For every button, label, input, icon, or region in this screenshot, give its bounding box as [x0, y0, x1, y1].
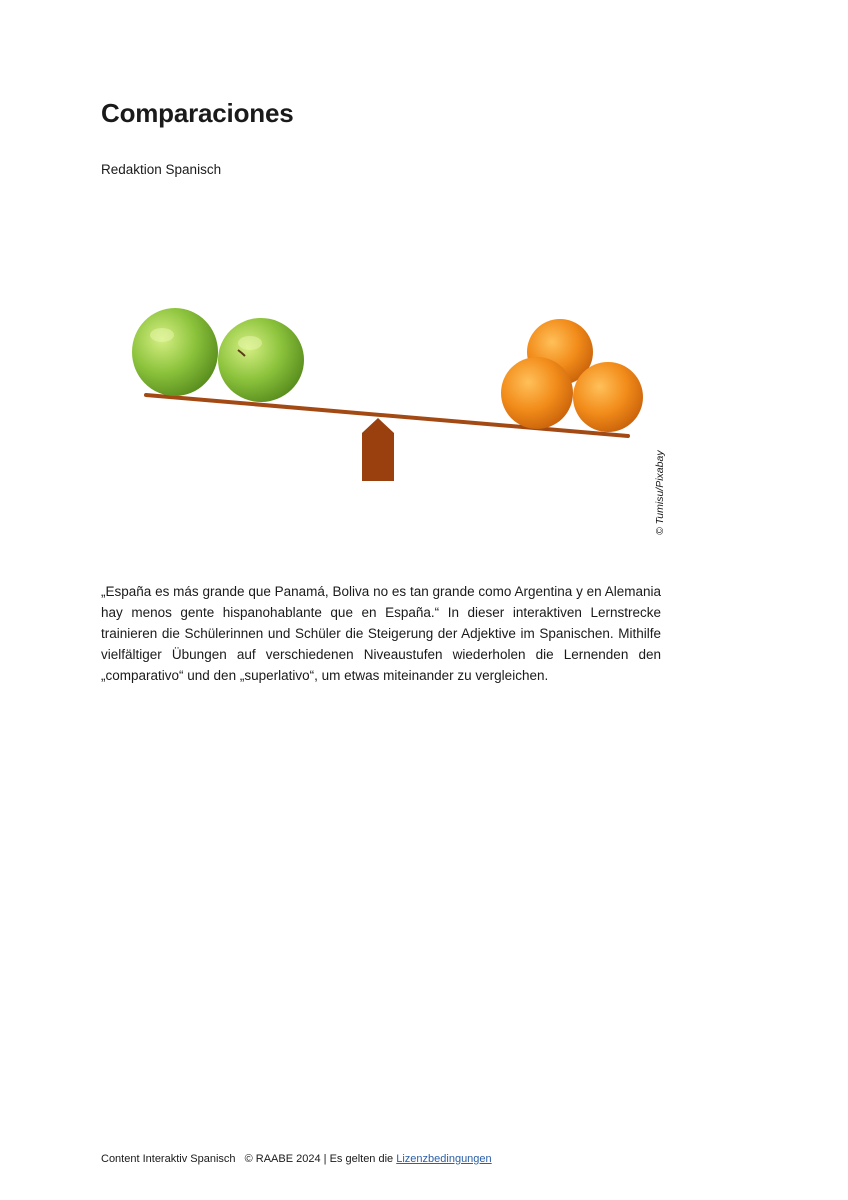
- seesaw-illustration: [100, 295, 660, 495]
- intro-paragraph: „España es más grande que Panamá, Boliva no es tan grande como Argentina y en Alemania hay menos gente hispanohablante que en España.“ In dieser interaktiven Lernstrecke trainieren die Schülerinnen und Schüler die Steigerung der Adjektive im Spanischen. Mithilfe vielfältiger Übungen auf verschiedenen Niveaustufen wiederholen die Lernenden den „comparativo“ und den „superlativo“, um etwas miteinander zu vergleichen.: [101, 584, 661, 683]
- license-link[interactable]: Lizenzbedingungen: [396, 1153, 492, 1165]
- orange-icon: [573, 362, 643, 432]
- page-footer: [101, 1151, 492, 1167]
- fulcrum-shape: [362, 418, 394, 481]
- footer-product: Content Interaktiv Spanisch: [101, 1153, 236, 1165]
- apple-icon: [132, 308, 218, 396]
- footer-license-prefix: Es gelten die: [329, 1153, 394, 1165]
- author-line: Redaktion Spanisch: [101, 162, 222, 177]
- image-credit: © Tumisu/Pixabay: [654, 450, 666, 535]
- footer-separator: |: [323, 1153, 327, 1165]
- orange-icon: [501, 357, 573, 429]
- footer-copyright: © RAABE 2024: [244, 1153, 321, 1165]
- apple-icon: [218, 318, 304, 402]
- page-title: Comparaciones: [101, 98, 294, 128]
